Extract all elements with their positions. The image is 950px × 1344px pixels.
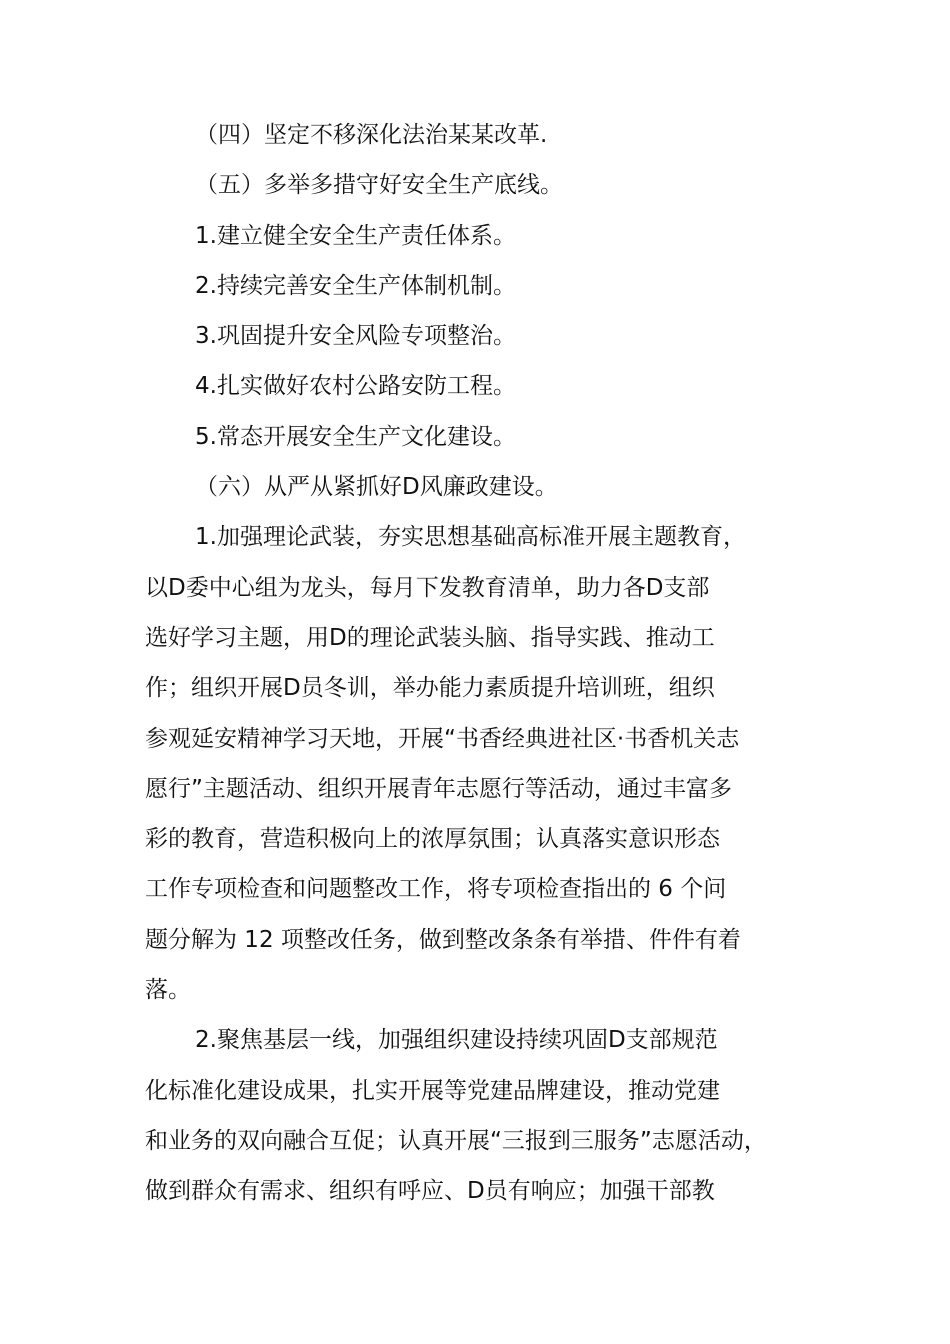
paragraph-6-1-line: 彩的教育，营造积极向上的浓厚氛围；认真落实意识形态 [145,826,720,853]
paragraph-6-1-line: 愿行”主题活动、组织开展青年志愿行等活动，通过丰富多 [145,775,732,802]
paragraph-6-2-line: 化标准化建设成果，扎实开展等党建品牌建设，推动党建 [145,1077,720,1104]
paragraph-6-1-line: 1.加强理论武装，夯实思想基础高标准开展主题教育， [195,524,746,551]
paragraph-6-1-line: 作；组织开展D员冬训，举办能力素质提升培训班，组织 [145,675,715,702]
document-page [145,110,835,1217]
paragraph-6-1-line: 落。 [145,977,191,1004]
paragraph-6-1-line: 题分解为 12 项整改任务，做到整改条条有举措、件件有着 [145,926,741,953]
list-item-5-1: 1.建立健全安全生产责任体系。 [195,222,516,249]
paragraph-6-2-line: 做到群众有需求、组织有呼应、D员有响应；加强干部教 [145,1178,715,1205]
paragraph-6-2-line: 2.聚焦基层一线，加强组织建设持续巩固D支部规范 [195,1027,718,1054]
list-item-5-4: 4.扎实做好农村公路安防工程。 [195,373,516,400]
list-item-5-3: 3.巩固提升安全风险专项整治。 [195,323,516,350]
heading-section-6: （六）从严从紧抓好D风廉政建设。 [195,474,558,501]
paragraph-6-2-line: 和业务的双向融合互促；认真开展“三报到三服务”志愿活动， [145,1127,767,1154]
paragraph-6-1-line: 以D委中心组为龙头，每月下发教育清单，助力各D支部 [145,574,710,601]
list-item-5-2: 2.持续完善安全生产体制机制。 [195,272,516,299]
paragraph-6-1-line: 选好学习主题，用D的理论武装头脑、指导实践、推动工 [145,624,715,651]
paragraph-6-1-line: 参观延安精神学习天地，开展“书香经典进社区·书香机关志 [145,725,740,752]
paragraph-6-1-line: 工作专项检查和问题整改工作，将专项检查指出的 6 个问 [145,876,727,903]
list-item-5-5: 5.常态开展安全生产文化建设。 [195,423,516,450]
heading-section-4: （四）坚定不移深化法治某某改革. [195,122,548,148]
heading-section-5: （五）多举多措守好安全生产底线。 [195,172,563,199]
